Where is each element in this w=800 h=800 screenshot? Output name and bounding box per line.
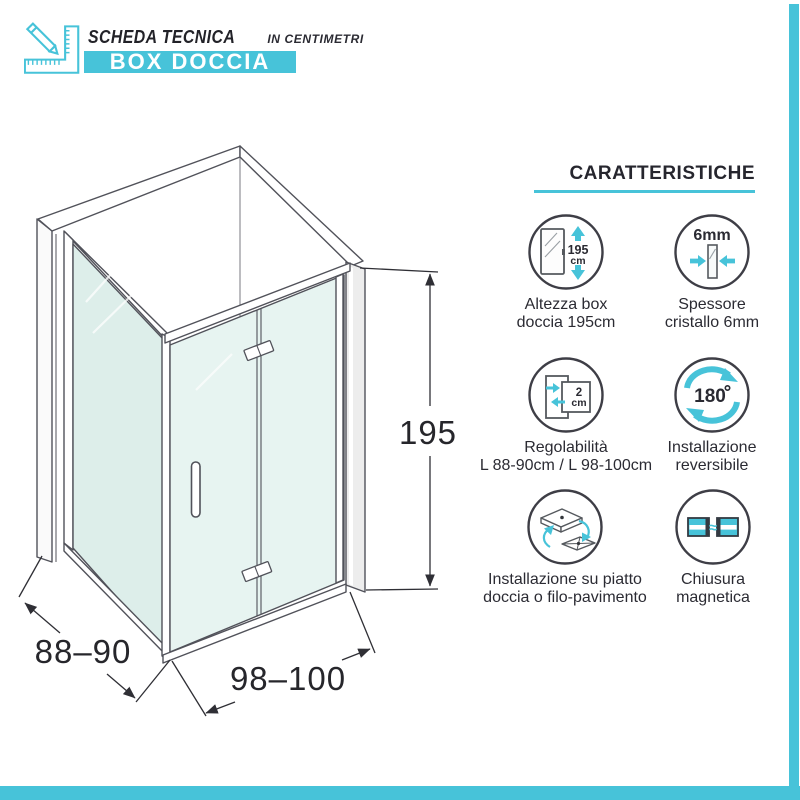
feature-label-line2: doccia 195cm [516, 314, 616, 331]
svg-text:6mm: 6mm [693, 227, 731, 244]
feature-label-line2: magnetica [676, 589, 750, 606]
features-heading-text: CARATTERISTICHE [569, 163, 755, 184]
bottom-accent-bar [0, 786, 800, 800]
svg-text:cm: cm [571, 397, 587, 409]
features-heading-underline [534, 190, 755, 193]
svg-text:180: 180 [694, 386, 726, 407]
feature-label-line1: Installazione [667, 439, 757, 456]
svg-text:2: 2 [575, 387, 583, 399]
feature-label-line1: Spessore [678, 296, 746, 313]
feature-label-line2: reversibile [675, 457, 749, 474]
svg-text:≈: ≈ [708, 519, 718, 537]
product-banner-label: BOX DOCCIA [109, 49, 271, 74]
feature-label-line1: Installazione su piatto [488, 571, 642, 588]
magnetic-closure-icon [673, 487, 753, 567]
feature-label-line2: cristallo 6mm [664, 314, 760, 331]
feature-label-line2: L 88-90cm / L 98-100cm [479, 457, 653, 474]
adjustability-icon [526, 355, 606, 435]
glass-thickness-icon [672, 212, 752, 292]
box-height-icon [526, 212, 606, 292]
reversible-installation-icon [672, 355, 752, 435]
page-title: SCHEDA TECNICA [88, 27, 236, 47]
page-subtitle: IN CENTIMETRI [267, 32, 364, 46]
feature-glass-thickness [597, 212, 800, 332]
feature-label-line1: Chiusura [680, 571, 745, 588]
feature-label-line1: Altezza box [524, 296, 608, 313]
feature-magnetic-closure [598, 487, 800, 607]
dimension-height-label: 195 [398, 414, 458, 451]
dimension-width-label: 98–100 [229, 660, 347, 697]
svg-text:195: 195 [567, 243, 589, 257]
svg-text:cm: cm [570, 255, 586, 267]
feature-reversible [597, 355, 800, 475]
features-heading [534, 163, 755, 193]
feature-label-line2: doccia o filo-pavimento [483, 589, 647, 606]
feature-label-line1: Regolabilità [524, 439, 608, 456]
dimension-depth-label: 88–90 [34, 633, 132, 670]
tray-or-floor-installation-icon [525, 487, 605, 567]
shower-box [37, 146, 365, 663]
